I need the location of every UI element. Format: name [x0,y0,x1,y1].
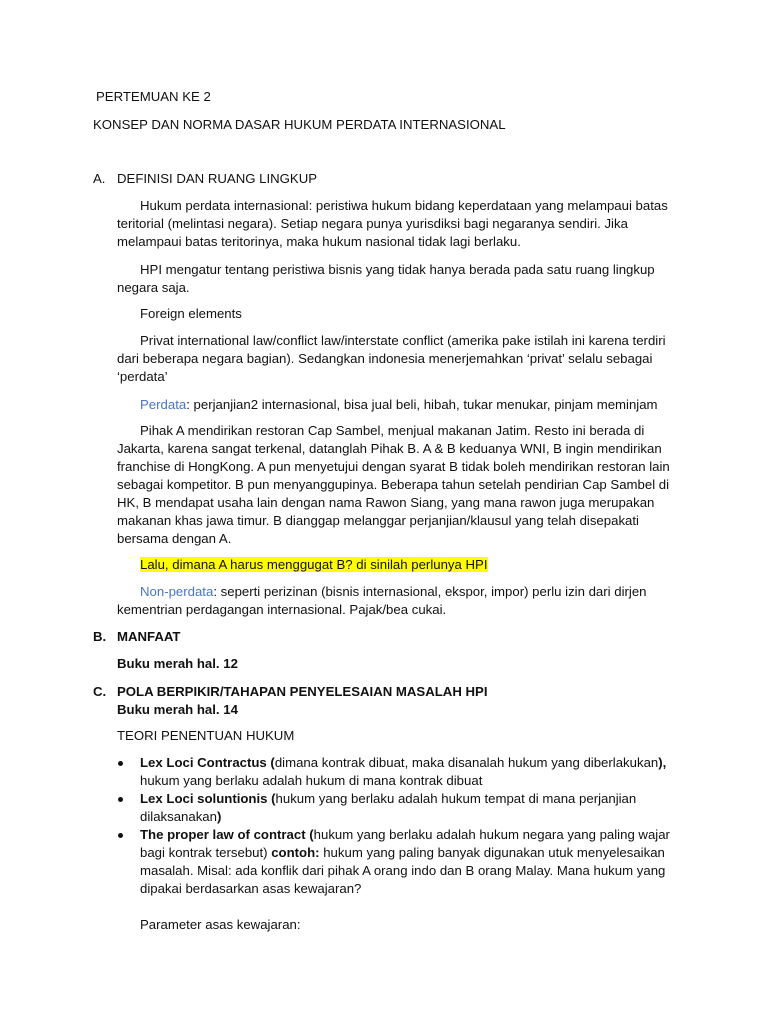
bullet-term: Lex Loci soluntionis ( [140,791,276,806]
section-a-heading: DEFINISI DAN RUANG LINGKUP [117,171,318,186]
bullet-item [140,790,636,808]
section-b-letter: B. [93,629,107,644]
paragraph-line: sebagai kompetitor. B pun menyanggupinya. Beberapa tahun setelah pendirian Cap Sambel di [117,477,670,492]
section-a-letter: A. [93,171,106,186]
bullet-continuation: dipakai berdasarkan asas kewajaran? [140,881,362,896]
paragraph-line: HK, B mendapat usaha lain dengan nama Rawon Siang, yang mana rawon juga merupakan [117,495,655,510]
nonperdata-line [140,583,647,601]
bullet-term-end: ), [658,755,667,770]
bullet-icon [118,761,123,766]
paragraph-line: dari beberapa negara bagian). Sedangkan indonesia menerjemahkan ‘privat’ selalu sebagai [117,351,653,366]
perdata-label: Perdata [140,397,187,412]
bullet-item [140,826,670,844]
bullet-icon [118,833,123,838]
bullet-continuation [140,844,665,862]
section-c-reference: Buku merah hal. 14 [117,702,238,717]
paragraph-line: Foreign elements [140,306,242,321]
parameter-label: Parameter asas kewajaran: [140,917,301,932]
paragraph-line: negara saja. [117,280,190,295]
bullet-continuation [140,808,221,826]
bullet-text: bagi kontrak tersebut) [140,845,272,860]
bullet-term-end: ) [216,809,222,824]
nonperdata-text: : seperti perizinan (bisnis internasional, ekspor, impor) perlu izin dari dirjen [213,584,647,599]
paragraph-line: kementrian perdagangan internasional. Pajak/bea cukai. [117,602,447,617]
paragraph-line: Pihak A mendirikan restoran Cap Sambel, menjual makanan Jatim. Resto ini berada di [140,423,645,438]
paragraph-line: melampaui batas teritorinya, maka hukum nasional tidak lagi berlaku. [117,234,521,249]
bullet-text: dimana kontrak dibuat, maka disanalah hukum yang diberlakukan [274,755,659,770]
highlighted-question: Lalu, dimana A harus menggugat B? di sinilah perlunya HPI [140,557,488,572]
meeting-number: PERTEMUAN KE 2 [96,89,211,104]
nonperdata-label: Non-perdata [140,584,214,599]
perdata-line [140,396,658,414]
paragraph-line: ‘perdata’ [117,369,168,384]
section-b-reference: Buku merah hal. 12 [117,656,238,671]
paragraph-line: Jakarta, karena sangat terkenal, datanglah Pihak B. A & B keduanya WNI, B ingin mendirikan [117,441,662,456]
bullet-continuation: hukum yang berlaku adalah hukum di mana kontrak dibuat [140,773,483,788]
paragraph-line: Privat international law/conflict law/interstate conflict (amerika pake istilah ini karena terdiri [140,333,666,348]
paragraph-line: Hukum perdata internasional: peristiwa hukum bidang keperdataan yang melampaui batas [140,198,668,213]
bullet-term: Lex Loci Contractus ( [140,755,275,770]
bullet-text: dilaksanakan [140,809,217,824]
section-b-heading: MANFAAT [117,629,181,644]
section-c-letter: C. [93,684,107,699]
perdata-text: : perjanjian2 internasional, bisa jual beli, hibah, tukar menukar, pinjam meminjam [186,397,658,412]
bullet-text: hukum yang berlaku adalah hukum negara yang paling wajar [313,827,670,842]
bullet-text: hukum yang berlaku adalah hukum tempat di mana perjanjian [275,791,637,806]
paragraph-line: makanan khas jawa timur. B dianggap melanggar perjanjian/klausul yang telah disepakati [117,513,639,528]
bullet-text: hukum yang paling banyak digunakan utuk menyelesaikan [319,845,665,860]
paragraph-line: franchise di HongKong. A pun menyetujui dengan syarat B tidak boleh mendirikan restoran lain [117,459,670,474]
bullet-continuation: masalah. Misal: ada konflik dari pihak A orang indo dan B orang Malay. Mana hukum yang [140,863,666,878]
document-title: KONSEP DAN NORMA DASAR HUKUM PERDATA INTERNASIONAL [93,117,506,132]
paragraph-line: HPI mengatur tentang peristiwa bisnis yang tidak hanya berada pada satu ruang lingkup [140,262,655,277]
theory-subheading: TEORI PENENTUAN HUKUM [117,728,295,743]
bullet-term: The proper law of contract ( [140,827,314,842]
paragraph-line: teritorial (melintasi negara). Setiap negara punya yurisdiksi bagi negaranya sendiri. Jika [117,216,628,231]
bullet-icon [118,797,123,802]
bullet-example-label: contoh: [271,845,320,860]
highlight-line [140,556,488,574]
paragraph-line: bersama dengan A. [117,531,232,546]
section-c-heading: POLA BERPIKIR/TAHAPAN PENYELESAIAN MASALAH HPI [117,684,488,699]
bullet-item [140,754,666,772]
